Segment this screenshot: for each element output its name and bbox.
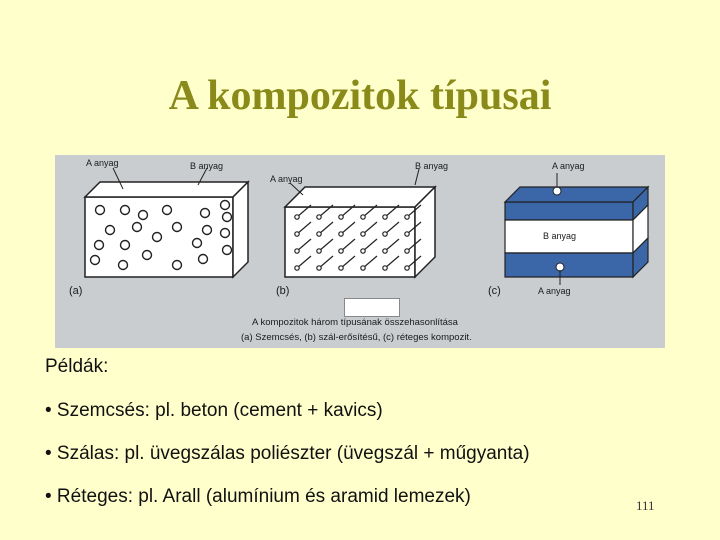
- fiber-end: [339, 266, 343, 270]
- fiber-end: [295, 215, 299, 219]
- particle: [143, 251, 152, 260]
- fiber-end: [361, 266, 365, 270]
- fiber-end: [361, 215, 365, 219]
- slide-title: A kompozitok típusai: [168, 73, 552, 119]
- label-b-anyag: B anyag: [415, 161, 449, 171]
- particle: [121, 206, 130, 215]
- layered-block: [505, 187, 648, 277]
- example-item-layered: • Réteges: pl. Arall (alumínium és aramid lemezek): [45, 486, 471, 507]
- example-item-fiber: • Szálas: pl. üvegszálas poliészter (üvegszál + műgyanta): [45, 443, 530, 464]
- particle: [223, 246, 232, 255]
- fiber-end: [339, 249, 343, 253]
- particle: [153, 233, 162, 242]
- fiber-end: [405, 232, 409, 236]
- particle: [173, 261, 182, 270]
- particle: [221, 229, 230, 238]
- fiber-end: [405, 215, 409, 219]
- fiber-end: [383, 215, 387, 219]
- particle: [223, 213, 232, 222]
- particle: [133, 223, 142, 232]
- fiber-end: [339, 215, 343, 219]
- particle: [96, 206, 105, 215]
- label-a-anyag: A anyag: [86, 158, 119, 168]
- fiber-end: [317, 232, 321, 236]
- label-a-anyag: A anyag: [270, 174, 303, 184]
- fiber-end: [383, 266, 387, 270]
- panel-label-a: (a): [69, 285, 83, 297]
- composite-types-figure: [55, 155, 665, 348]
- example-item-particulate: • Szemcsés: pl. beton (cement + kavics): [45, 400, 383, 421]
- particle: [121, 241, 130, 250]
- particle: [106, 226, 115, 235]
- page-number: 111: [636, 498, 655, 513]
- particle: [163, 206, 172, 215]
- examples-heading: Példák:: [45, 356, 109, 377]
- fiber-end: [317, 249, 321, 253]
- fiber-end: [295, 232, 299, 236]
- fiber-end: [339, 232, 343, 236]
- fiber-end: [405, 249, 409, 253]
- particle: [91, 256, 100, 265]
- fiber-end: [383, 232, 387, 236]
- particle: [173, 223, 182, 232]
- fiber-end: [383, 249, 387, 253]
- particle: [203, 226, 212, 235]
- fiber-end: [295, 266, 299, 270]
- particle: [201, 209, 210, 218]
- fiber-end: [295, 249, 299, 253]
- particle: [95, 241, 104, 250]
- panel-label-b: (b): [276, 285, 290, 297]
- label-a-anyag: A anyag: [552, 161, 585, 171]
- fiber-end: [405, 266, 409, 270]
- particle: [119, 261, 128, 270]
- label-a-anyag: A anyag: [538, 286, 571, 296]
- panel-label-c: (c): [488, 285, 501, 297]
- examples-list: [45, 356, 705, 529]
- label-b-anyag: B anyag: [190, 161, 224, 171]
- fiber-end: [361, 249, 365, 253]
- particle: [221, 201, 230, 210]
- particle: [139, 211, 148, 220]
- caption-box: [344, 298, 400, 317]
- fiber-end: [317, 266, 321, 270]
- figure-caption-line1: A kompozitok három típusának összehasonlítása: [252, 317, 458, 328]
- particle: [199, 255, 208, 264]
- label-b-anyag: B anyag: [543, 231, 577, 241]
- fiber-end: [317, 215, 321, 219]
- figure-caption-line2: (a) Szemcsés, (b) szál-erősítésű, (c) réteges kompozit.: [241, 332, 472, 343]
- fiber-end: [361, 232, 365, 236]
- particle: [193, 239, 202, 248]
